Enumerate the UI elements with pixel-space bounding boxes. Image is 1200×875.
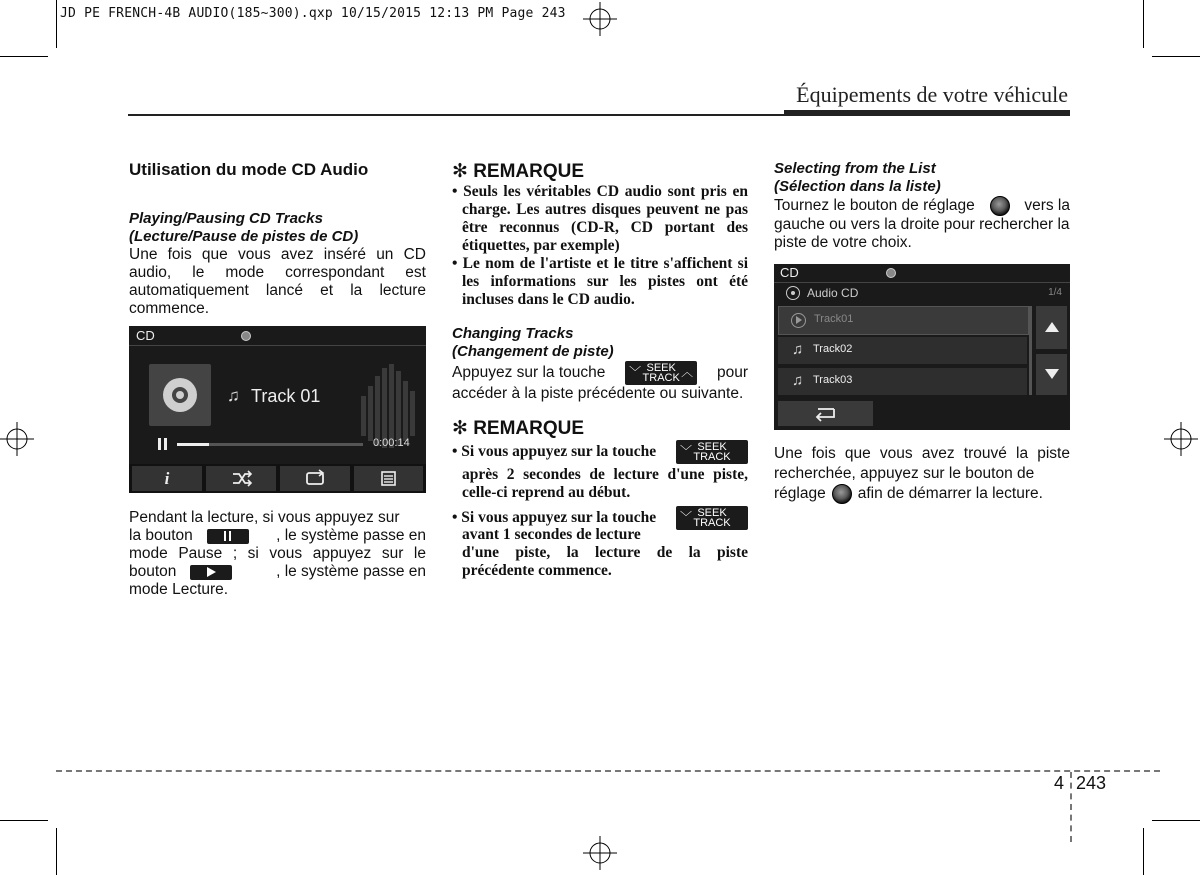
list-item: • Le nom de l'artiste et le titre s'affichent si les informations sur les pistes ont été incluses dans le CD audio. <box>452 255 748 308</box>
text-line: Pendant la lecture, si vous appuyez sur <box>129 509 400 526</box>
list-icon <box>354 466 423 491</box>
screen-top-bar <box>129 345 426 346</box>
text-line: gauche ou vers la droite pour rechercher la piste de votre choix. <box>774 216 1070 251</box>
tune-knob-icon <box>832 484 852 504</box>
pause-button-glyph <box>207 529 249 544</box>
repeat-icon <box>280 466 350 491</box>
registration-mark-icon <box>583 2 617 36</box>
remark-list <box>452 183 748 309</box>
cd-list-screen <box>774 264 1070 430</box>
info-button[interactable]: i <box>132 466 202 491</box>
pause-instructions <box>129 509 426 599</box>
list-select-text <box>774 196 1070 252</box>
status-dot-icon <box>886 268 896 278</box>
header-rule <box>784 110 1070 116</box>
list-item: • Seuls les véritables CD audio sont pris en charge. Les autres disques peuvent ne pas être reconnus (CD-R, CD portant des étiquettes, par exemple) <box>452 183 748 254</box>
repeat-button[interactable] <box>280 466 350 491</box>
text-fragment: pour <box>716 364 748 381</box>
screen-bottom-bar <box>129 464 426 493</box>
track-row[interactable] <box>778 337 1027 364</box>
crop-mark <box>0 820 48 821</box>
track-label: Track03 <box>813 374 853 386</box>
status-dot-icon <box>241 331 251 341</box>
page-number: 243 <box>1076 773 1107 793</box>
track-row[interactable] <box>778 368 1027 395</box>
text-line: mode Pause ; si vous appuyez sur le <box>129 545 426 562</box>
subsection-title: (Sélection dans la liste) <box>774 178 941 195</box>
text-fragment: , le système passe en <box>276 527 426 544</box>
album-art <box>149 364 211 426</box>
progress-bar[interactable] <box>177 443 363 446</box>
subsection-title: Playing/Pausing CD Tracks <box>129 210 323 227</box>
tune-knob-icon <box>990 196 1010 216</box>
list-button[interactable] <box>354 466 423 491</box>
disc-icon <box>149 364 211 426</box>
text-fragment: vers la <box>1024 197 1070 214</box>
text-fragment: , le système passe en <box>276 563 426 580</box>
back-button[interactable] <box>778 401 873 426</box>
remark-title: ✻ REMARQUE <box>452 161 585 182</box>
subsection-title: (Lecture/Pause de pistes de CD) <box>129 228 359 245</box>
list-item: • Si vous appuyez sur la touche <box>452 509 657 526</box>
text-line: mode Lecture. <box>129 581 229 598</box>
list-item-cont: avant 1 secondes de lecture <box>462 526 641 543</box>
scroll-down-button[interactable] <box>1036 354 1067 395</box>
crop-mark <box>1152 56 1200 57</box>
shuffle-button[interactable] <box>206 466 276 491</box>
section-title: Utilisation du mode CD Audio <box>129 160 369 179</box>
track-label: Track02 <box>813 343 853 355</box>
crop-mark <box>1143 828 1144 875</box>
back-icon <box>778 401 873 426</box>
seek-track-button: ﹀ SEEK TRACK <box>676 440 748 464</box>
chapter-number: 4 <box>1054 773 1065 793</box>
subsection-title: Selecting from the List <box>774 160 936 177</box>
track-row-selected[interactable] <box>778 306 1029 335</box>
cd-playing-screen <box>129 326 426 493</box>
pause-icon[interactable] <box>157 438 168 450</box>
screen-top-bar <box>774 282 1070 283</box>
screen-mode-label: CD <box>780 265 799 280</box>
scroll-up-button[interactable] <box>1036 306 1067 349</box>
text-fragment: afin de démarrer la lecture. <box>857 485 1043 502</box>
text-line <box>129 563 426 581</box>
source-label: Audio CD <box>807 286 859 300</box>
text-fragment: réglage <box>774 485 826 502</box>
print-slug: JD PE FRENCH-4B AUDIO(185~300).qxp 10/15/2015 12:13 PM Page 243 <box>60 6 566 21</box>
column-2 <box>452 160 748 580</box>
play-instructions <box>774 444 1070 504</box>
text-line <box>774 484 1070 504</box>
text-fragment: Appuyez sur la touche <box>452 364 606 381</box>
crop-mark <box>0 56 48 57</box>
crop-mark <box>56 828 57 875</box>
text-fragment: la bouton <box>129 527 193 544</box>
text-line <box>129 527 426 545</box>
crop-mark <box>1152 820 1200 821</box>
disc-small-icon <box>786 286 800 300</box>
screen-bottom-bar <box>877 401 1067 426</box>
footer-rule <box>1070 772 1072 842</box>
list-item-cont: d'une piste, la lecture de la piste précédente commence. <box>462 544 748 579</box>
scrollbar[interactable] <box>1029 306 1032 395</box>
subsection-title: Changing Tracks <box>452 325 574 342</box>
shuffle-icon <box>206 466 276 491</box>
arrow-down-icon <box>1045 369 1059 379</box>
arrow-up-icon <box>1045 322 1059 332</box>
play-button-glyph <box>190 565 232 580</box>
page-header-title: Équipements de votre véhicule <box>796 82 1068 107</box>
text-fragment: Tournez le bouton de réglage <box>774 197 975 214</box>
play-circle-icon <box>791 313 806 328</box>
footer-rule <box>56 770 1160 772</box>
music-note-icon: ♫ <box>227 386 240 405</box>
column-1 <box>129 160 426 318</box>
intro-paragraph: Une fois que vous avez inséré un CD audio, le mode correspondant est automatiquement lancé et la lecture commence. <box>129 246 426 317</box>
change-track-text <box>452 361 748 403</box>
registration-mark-icon <box>1164 422 1198 456</box>
seek-track-button: ﹀ SEEK TRACK <box>676 506 748 530</box>
track-title: Track 01 <box>251 386 321 406</box>
list-item: • Si vous appuyez sur la touche <box>452 443 657 460</box>
elapsed-time: 0:00:14 <box>373 437 410 449</box>
screen-mode-label: CD <box>136 328 155 343</box>
list-item-cont: après 2 secondes de lecture d'une piste, celle-ci reprend au début. <box>462 466 748 501</box>
track-label: Track01 <box>814 313 854 325</box>
music-note-icon: ♫ <box>792 372 804 389</box>
seek-track-button: ﹀ SEEK TRACK ︿ <box>625 361 697 385</box>
remark-title: ✻ REMARQUE <box>452 418 585 439</box>
registration-mark-icon <box>0 422 34 456</box>
crop-mark <box>56 0 57 48</box>
registration-mark-icon <box>583 836 617 870</box>
text-line: accéder à la piste précédente ou suivante. <box>452 385 744 402</box>
text-line: Une fois que vous avez trouvé la piste recherchée, appuyez sur le bouton de <box>774 445 1070 482</box>
page-indicator: 1/4 <box>1048 287 1062 298</box>
music-note-icon: ♫ <box>792 341 804 358</box>
subsection-title: (Changement de piste) <box>452 343 614 360</box>
progress-fill <box>177 443 209 446</box>
column-3 <box>774 160 1070 252</box>
header-rule <box>128 114 784 116</box>
text-fragment: bouton <box>129 563 177 580</box>
remark-list <box>452 440 748 580</box>
crop-mark <box>1143 0 1144 48</box>
